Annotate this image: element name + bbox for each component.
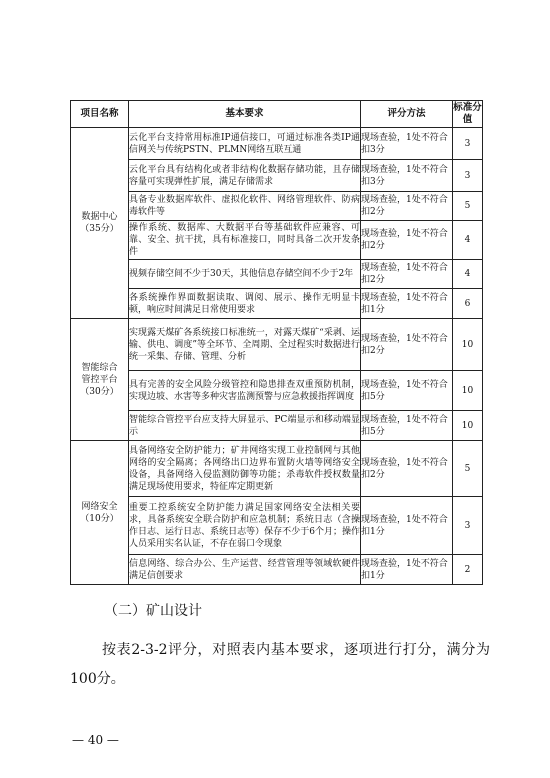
table-row (71, 319, 483, 371)
score-cell: 3 (453, 497, 483, 555)
category-line: （35分） (80, 224, 119, 234)
requirement-cell: 操作系统、数据库、大数据平台等基础软件应兼容、可靠、安全、抗干扰，具有标准接口，同时具备二次开发条件 (129, 221, 361, 260)
score-cell: 5 (453, 441, 483, 497)
score-cell: 6 (453, 289, 483, 319)
table-row (71, 441, 483, 497)
requirement-cell: 智能综合管控平台应支持大屏显示、PC端显示和移动端显示 (129, 411, 361, 441)
category-line: 智能综合 (81, 362, 118, 373)
requirement-cell: 具备网络安全防护能力；矿井网络实现工业控制网与其他网络的安全隔离；各网络出口边界布置防火墙等网络安全设备，具备网络入侵监测防御等功能；杀毒软件授权数量满足现场使用要求，特征库定期更新 (129, 441, 361, 497)
table-row (71, 497, 483, 555)
table-body (71, 128, 483, 585)
score-cell: 10 (453, 371, 483, 411)
requirement-cell: 实现露天煤矿各系统接口标准统一，对露天煤矿“采剥、运输、供电、调度”等全环节、全周期、全过程实时数据进行统一采集、存储、管理、分析 (129, 319, 361, 371)
table-row (71, 260, 483, 289)
category-line: （10分） (80, 513, 119, 524)
section-heading: （二）矿山设计 (104, 603, 202, 619)
table-header-row (71, 101, 483, 128)
scoring-method-cell: 现场查验，1处不符合扣5分 (361, 411, 453, 441)
score-cell: 10 (453, 319, 483, 371)
score-cell: 2 (453, 555, 483, 585)
table-row (71, 192, 483, 221)
header-item-name: 项目名称 (71, 101, 129, 128)
body-paragraph: 按表2-3-2评分，对照表内基本要求，逐项进行打分，满分为100分。 (70, 642, 490, 687)
requirement-cell: 云化平台支持常用标准IP通信接口，可通过标准各类IP通信网关与传统PSTN、PLMN网络互联互通 (129, 128, 361, 160)
scoring-table (70, 100, 483, 585)
scoring-method-cell: 现场查验，1处不符合扣1分 (361, 555, 453, 585)
requirement-cell: 云化平台具有结构化或者非结构化数据存储功能，且存储容量可实现弹性扩展，满足存储需求 (129, 160, 361, 192)
category-line: 数据中心 (81, 212, 118, 222)
header-requirement: 基本要求 (129, 101, 361, 128)
table-row (71, 555, 483, 585)
score-cell: 4 (453, 260, 483, 289)
table-row (71, 289, 483, 319)
score-cell: 3 (453, 128, 483, 160)
category-cell (71, 319, 129, 441)
scoring-method-cell: 现场查验，1处不符合扣2分 (361, 260, 453, 289)
category-cell (71, 441, 129, 585)
scoring-method-cell: 现场查验，1处不符合扣1分 (361, 289, 453, 319)
requirement-cell: 各系统操作界面数据读取、调阅、展示、操作无明显卡顿，响应时间满足日常使用要求 (129, 289, 361, 319)
scoring-method-cell: 现场查验，1处不符合扣2分 (361, 319, 453, 371)
header-standard-score: 标准分值 (453, 101, 483, 128)
score-cell: 5 (453, 192, 483, 221)
score-cell: 4 (453, 221, 483, 260)
scoring-method-cell: 现场查验，1处不符合扣3分 (361, 160, 453, 192)
table-row (71, 128, 483, 160)
scoring-method-cell: 现场查验，1处不符合扣2分 (361, 441, 453, 497)
scoring-method-cell: 现场查验，1处不符合扣2分 (361, 221, 453, 260)
scoring-method-cell: 现场查验，1处不符合扣5分 (361, 371, 453, 411)
table-row (71, 371, 483, 411)
scoring-method-cell: 现场查验，1处不符合扣1分 (361, 497, 453, 555)
table-row (71, 411, 483, 441)
page-number: — 40 — (72, 733, 119, 747)
requirement-cell: 信息网络、综合办公、生产运营、经营管理等领域软硬件满足信创要求 (129, 555, 361, 585)
table-row (71, 221, 483, 260)
category-cell (71, 128, 129, 319)
table-row (71, 160, 483, 192)
scoring-method-cell: 现场查验，1处不符合扣3分 (361, 128, 453, 160)
requirement-cell: 视频存储空间不少于30天，其他信息存储空间不少于2年 (129, 260, 361, 289)
score-cell: 10 (453, 411, 483, 441)
category-line: 管控平台 (81, 374, 118, 385)
score-cell: 3 (453, 160, 483, 192)
category-line: 网络安全 (81, 501, 118, 512)
category-line: （30分） (80, 386, 119, 397)
header-scoring-method: 评分方法 (361, 101, 453, 128)
requirement-cell: 具有完善的安全风险分级管控和隐患排查双重预防机制，实现边坡、水害等多种灾害监测预警与应急救援指挥调度 (129, 371, 361, 411)
scoring-method-cell: 现场查验，1处不符合扣2分 (361, 192, 453, 221)
requirement-cell: 重要工控系统安全防护能力满足国家网络安全法相关要求，具备系统安全联合防护和应急机制；系统日志（含操作日志、运行日志、系统日志等）保存不少于6个月；操作人员采用实名认证，不存在弱口令现象 (129, 497, 361, 555)
requirement-cell: 具备专业数据库软件、虚拟化软件、网络管理软件、防病毒软件等 (129, 192, 361, 221)
